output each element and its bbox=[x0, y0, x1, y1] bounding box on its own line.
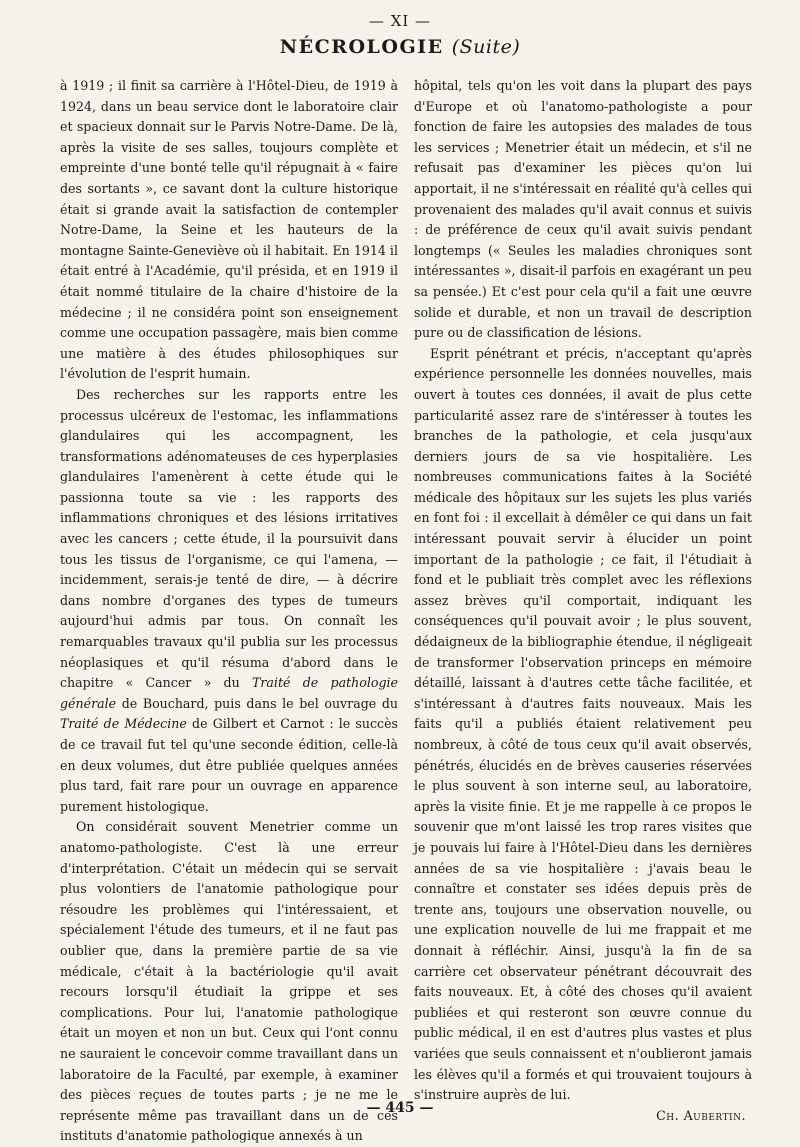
paragraph: hôpital, tels qu'on les voit dans la plupart des pays d'Europe et où l'anatomo-pathologiste a pour fonction de faire les autopsies des malades de tous les services ; Menetrier était un médecin, et s'il ne refusait pas d'examiner les pièces qu'on lui apportait, il ne s'intéressait en réalité qu'à celles qui provenaient des malades qu'il avait connus et suivis : de préférence de ceux qu'il avait suivis pendant longtemps (« Seules les maladies chroniques sont intéressantes », disait-il parfois en exagérant un peu sa pensée.) Et c'est pour cela qu'il a fait une œuvre solide et durable, et non un travail de description pure ou de classification de lésions. bbox=[414, 78, 752, 341]
paragraph: à 1919 ; il finit sa carrière à l'Hôtel-Dieu, de 1919 à 1924, dans un beau service dont le laboratoire clair et spacieux donnait sur le Parvis Notre-Dame. De là, après la visite de ses salles, toujours complète et empreinte d'une bonté telle qu'il répugnait à « faire des sortants », ce savant dont la culture historique était si grande avait la satisfaction de contempler Notre-Dame, la Seine et les hauteurs de la montagne Sainte-Geneviève où il habitait. En 1914 il était entré à l'Académie, qu'il présida, et en 1919 il était nommé titulaire de la chaire d'histoire de la médecine ; il ne considéra point son enseignement comme une occupation passagère, mais bien comme une matière à des études philosophiques sur l'évolution de l'esprit humain. bbox=[60, 78, 398, 382]
text-run: de Bouchard, puis dans le bel ouvrage du bbox=[116, 695, 398, 711]
text-run: Des recherches sur les rapports entre les processus ulcéreux de l'estomac, les inflammations glandulaires qui les accompagnent, les transformations adénomateuses de ces hyperplasies glandulaires l'amenèrent à cette étude qui le passionna toute sa vie : les rapports des inflammations chroniques et des lésions irritatives avec les cancers ; cette étude, il la poursuivit dans tous les tissus de l'organisme, ce qui l'amena, — incidemment, serais-je tenté de dire, — à décrire dans nombre d'organes des types de tumeurs aujourd'hui admis par tous. On connaît les remarquables travaux qu'il publia sur les processus néoplasiques et qu'il résuma d'abord dans le chapitre « Cancer » du bbox=[60, 386, 398, 691]
paragraph bbox=[60, 385, 398, 817]
text-run: de Gilbert et Carnot : le succès de ce travail fut tel qu'une seconde édition, celle-là en deux volumes, dut être publiée quelques années plus tard, fait rare pour un ouvrage en apparence purement histologique. bbox=[60, 716, 398, 814]
author-signature: Ch. Aubertin. bbox=[656, 1107, 746, 1123]
title-text: NÉCROLOGIE bbox=[279, 36, 444, 58]
left-column bbox=[60, 76, 398, 1147]
paragraph: Esprit pénétrant et précis, n'acceptant qu'après expérience personnelle les données nouvelles, mais ouvert à toutes ces données, il avait de plus cette particularité assez rare de s'intéresser à toutes les branches de la pathologie, et cela jusqu'aux derniers jours de sa vie hospitalière. Les nombreuses communications faites à la Société médicale des hôpitaux sur les sujets les plus variés en font foi : il excellait à démêler ce qui dans un fait intéressant pouvait servir à élucider un point important de la pathologie ; ce fait, il l'étudiait à fond et le publiait très complet avec les réflexions assez brèves qu'il comportait, indiquant les conséquences qu'il pouvait avoir ; le plus souvent, dédaigneux de la bibliographie étendue, il négligeait de transformer l'observation princeps en mémoire détaillé, laissant à d'autres cette tâche facilitée, et s'intéressant à d'autres faits nouveaux. Mais les faits qu'il a publiés étaient relativement peu nombreux, à côté de tous ceux qu'il avait observés, pénétrés, élucidés en de brèves causeries réservées le plus souvent à son interne seul, au laboratoire, après la visite finie. Et je me rappelle à ce propos le souvenir que m'ont laissé les trop rares visites que je pouvais lui faire à l'Hôtel-Dieu dans les dernières années de sa vie hospitalière : j'avais beau le connaître et constater ses idées depuis près de trente ans, toujours une observation nouvelle, ou une explication nouvelle de lui me frappait et me donnait à réfléchir. Ainsi, jusqu'à la fin de sa carrière cet observateur pénétrant découvrait des faits nouveaux. Et, à côté des choses qu'il avaient publiées et qui resteront son œuvre connue du public médical, il en est d'autres plus vastes et plus variées que seuls connaissent et n'oublieront jamais les élèves qu'il a formés et qui trouvaient toujours à s'instruire auprès de lui. bbox=[414, 345, 752, 1103]
title-suite: (Suite) bbox=[451, 36, 521, 58]
section-title bbox=[0, 36, 800, 58]
book-title: Traité de pathologie générale bbox=[60, 675, 398, 711]
right-column bbox=[414, 76, 752, 1126]
page-number: — 445 — bbox=[366, 1100, 434, 1116]
roman-page-number: — XI — bbox=[368, 12, 432, 30]
paragraph: On considérait souvent Menetrier comme un anatomo-pathologiste. C'est là une erreur d'interprétation. C'était un médecin qui se servait plus volontiers de l'anatomie pathologique pour résoudre les problèmes qui l'intéressaient, et spécialement l'étude des tumeurs, et il ne faut pas oublier que, dans la première partie de sa vie médicale, c'était à la bactériologie qu'il avait recours lorsqu'il étudiait la grippe et ses complications. Pour lui, l'anatomie pathologique était un moyen et non un but. Ceux qui l'ont connu ne sauraient le concevoir comme travaillant dans un laboratoire de la Faculté, par exemple, à examiner des pièces reçues de toutes parts ; je ne me le représente même pas travaillant dans un de ces instituts d'anatomie pathologique annexés à un bbox=[60, 819, 398, 1144]
book-title: Traité de Médecine bbox=[60, 716, 187, 732]
